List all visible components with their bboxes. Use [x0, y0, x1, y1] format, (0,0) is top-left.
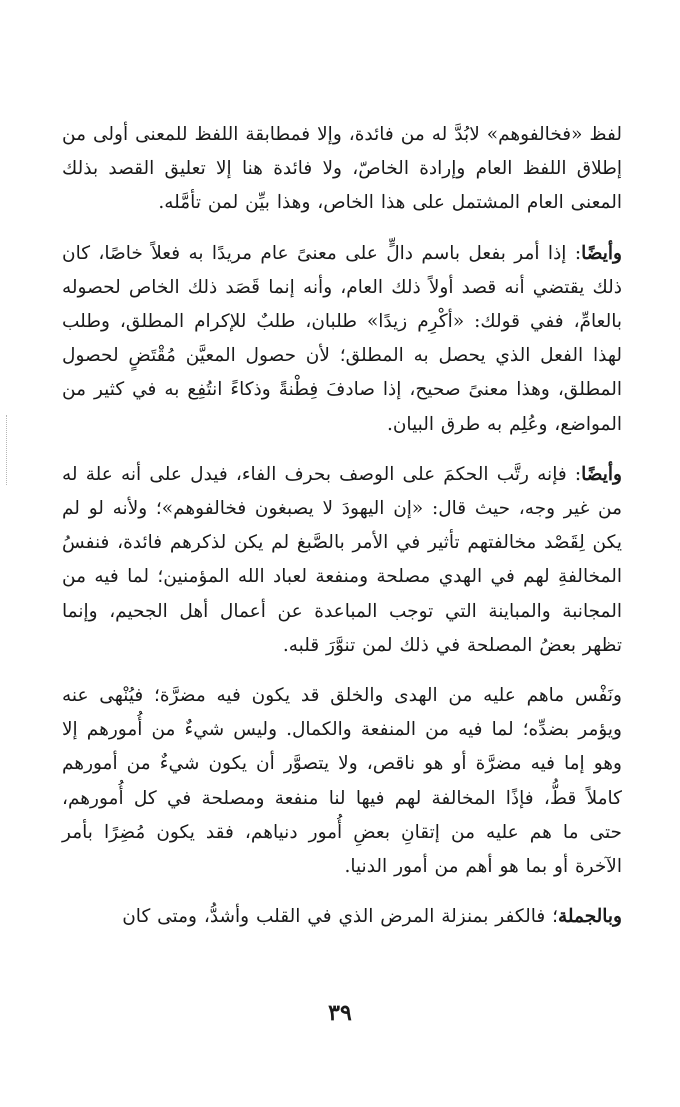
paragraph-3 [62, 458, 622, 663]
margin-dotted-rule [6, 415, 7, 485]
paragraph-4-text: ونَفْس ماهم عليه من الهدى والخلق قد يكون فيه مضرَّة؛ فيُنْهى عنه ويؤمر بضدِّه؛ لما فيه من المنفعة والكمال. وليس شيءٌ من أُمورهم إلا وهو إما فيه مضرَّة أو هو ناقص، ولا يتصوَّر أن يكون شيءٌ من أمورهم كاملاً قطُّ، فإذًا المخالفة لهم فيها لنا منفعة ومصلحة في كل أُمورهم، حتى ما هم عليه من إتقانِ بعضِ أُمور دنياهم، فقد يكون مُضِرًا بأمر الآخرة أو بما هو أهم من أمور الدنيا. [62, 685, 622, 878]
paragraph-5-lead: وبالجملة [557, 906, 622, 928]
paragraph-3-lead: وأيضًا [581, 463, 622, 485]
page-number: ٣٩ [328, 1000, 352, 1026]
paragraph-2-lead: وأيضًا [581, 242, 622, 264]
paragraph-1 [62, 118, 622, 221]
paragraph-2 [62, 237, 622, 442]
paragraph-5-text: ؛ فالكفر بمنزلة المرض الذي في القلب وأشدُّ، ومتى كان [122, 906, 558, 928]
paragraph-5 [62, 900, 622, 934]
page-body [62, 118, 622, 950]
paragraph-2-text: : إذا أمر بفعل باسم دالٍّ على معنىً عام مريدًا به فعلاً خاصًا، كان ذلك يقتضي أنه قصد أولاً ذلك العام، وأنه إنما قَصَد ذلك الخاص لحصوله بالعامِّ، ففي قولك: «أكْرِم زيدًا» طلبان، طلبٌ للإكرام المطلق، وطلب لهذا الفعل الذي يحصل به المطلق؛ لأن حصول المعيَّن مُقْتَضٍ لحصول المطلق، وهذا معنىً صحيح، إذا صادفَ فِطْنةً وذكاءً انتُفِع به في كثير من المواضع، وعُلِم به طرق البيان. [62, 242, 622, 435]
paragraph-3-text: : فإنه رتَّب الحكمَ على الوصف بحرف الفاء، فيدل على أنه علة له من غير وجه، حيث قال: «إن اليهودَ لا يصبغون فخالفوهم»؛ ولأنه لو لم يكن لِقَصْد مخالفتهم تأثير في الأمر بالصَّبغ لم يكن لذكرهم فائدة، فنفسُ المخالفةِ لهم في الهدي مصلحة ومنفعة لعباد الله المؤمنين؛ لما فيه من المجانبة والمباينة التي توجب المباعدة عن أعمال أهل الجحيم، وإنما تظهر بعضُ المصلحة في ذلك لمن تنوَّرَ قلبه. [62, 463, 622, 656]
paragraph-4 [62, 679, 622, 884]
paragraph-1-text: لفظ «فخالفوهم» لابُدَّ له من فائدة، وإلا فمطابقة اللفظ للمعنى أولى من إطلاق اللفظ العام وإرادة الخاصّ، ولا فائدة هنا إلا تعليق القصد بذلك المعنى العام المشتمل على هذا الخاص، وهذا بيِّن لمن تأمَّله. [62, 124, 622, 214]
